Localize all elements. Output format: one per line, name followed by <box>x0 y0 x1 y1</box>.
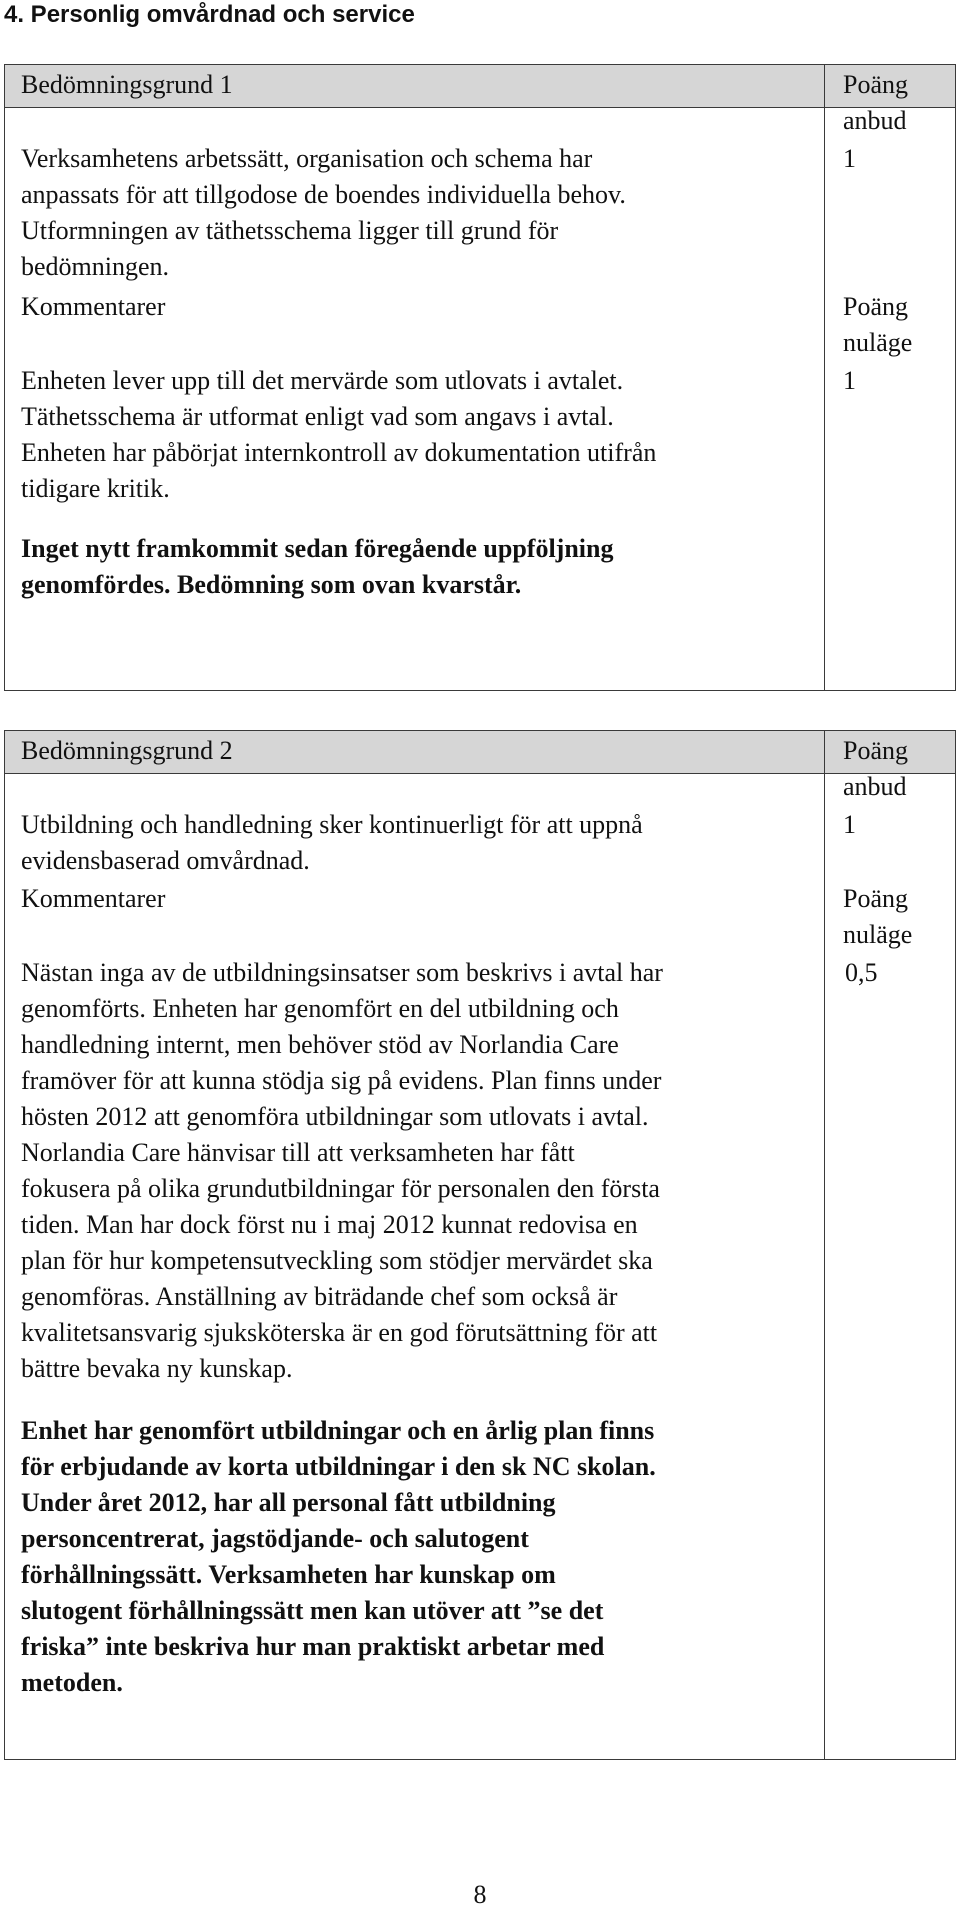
criterion-text-line: evidensbaserad omvårdnad. <box>21 846 310 875</box>
points-offer-label-line2: anbud <box>843 772 907 801</box>
comment-line: genomförts. Enheten har genomfört en del utbildning och <box>21 994 619 1023</box>
followup-line: friska” inte beskriva hur man praktiskt arbetar med <box>21 1632 605 1661</box>
points-offer-label-line1: Poäng <box>843 70 908 99</box>
page-number: 8 <box>473 1880 487 1909</box>
comment-line: handledning internt, men behöver stöd av Norlandia Care <box>21 1030 619 1059</box>
criterion-text-line: Utformningen av täthetsschema ligger till grund för <box>21 216 559 245</box>
comments-label: Kommentarer <box>21 884 166 913</box>
comment-line: fokusera på olika grundutbildningar för personalen den första <box>21 1174 660 1203</box>
comment-line: Nästan inga av de utbildningsinsatser som beskrivs i avtal har <box>21 958 663 987</box>
comment-line: Enheten har påbörjat internkontroll av dokumentation utifrån <box>21 438 657 467</box>
comment-line: Enheten lever upp till det mervärde som utlovats i avtalet. <box>21 366 624 395</box>
column-divider <box>824 731 825 1759</box>
comment-line: genomföras. Anställning av biträdande chef som också är <box>21 1282 618 1311</box>
comment-line: plan för hur kompetensutveckling som stödjer mervärdet ska <box>21 1246 653 1275</box>
comment-line: bättre bevaka ny kunskap. <box>21 1354 293 1383</box>
points-now-label-line2: nuläge <box>843 328 913 357</box>
followup-line: metoden. <box>21 1668 123 1697</box>
followup-line: Enhet har genomfört utbildningar och en årlig plan finns <box>21 1416 655 1445</box>
criterion-title: Bedömningsgrund 2 <box>21 736 233 765</box>
comment-line: framöver för att kunna stödja sig på evidens. Plan finns under <box>21 1066 662 1095</box>
followup-line: Inget nytt framkommit sedan föregående uppföljning <box>21 534 614 563</box>
followup-line: slutogent förhållningssätt men kan utöver att ”se det <box>21 1596 604 1625</box>
comment-line: tidigare kritik. <box>21 474 170 503</box>
column-divider <box>824 65 825 690</box>
comment-line: kvalitetsansvarig sjuksköterska är en god förutsättning för att <box>21 1318 658 1347</box>
points-now-label-line1: Poäng <box>843 292 908 321</box>
points-now-value: 0,5 <box>845 958 878 987</box>
points-offer-value: 1 <box>843 144 856 173</box>
criterion-text-line: bedömningen. <box>21 252 170 281</box>
comment-line: tiden. Man har dock först nu i maj 2012 kunnat redovisa en <box>21 1210 638 1239</box>
followup-line: Under året 2012, har all personal fått utbildning <box>21 1488 556 1517</box>
followup-line: för erbjudande av korta utbildningar i den sk NC skolan. <box>21 1452 656 1481</box>
criterion-text-line: Utbildning och handledning sker kontinuerligt för att uppnå <box>21 810 643 839</box>
assessment-table-1 <box>4 64 956 691</box>
comment-line: Täthetsschema är utformat enligt vad som angavs i avtal. <box>21 402 614 431</box>
followup-line: förhållningssätt. Verksamheten har kunskap om <box>21 1560 556 1589</box>
comment-line: hösten 2012 att genomföra utbildningar som utlovats i avtal. <box>21 1102 649 1131</box>
followup-line: genomfördes. Bedömning som ovan kvarstår. <box>21 570 522 599</box>
assessment-table-2 <box>4 730 956 1760</box>
criterion-text-line: anpassats för att tillgodose de boendes individuella behov. <box>21 180 626 209</box>
comments-label: Kommentarer <box>21 292 166 321</box>
points-now-value: 1 <box>843 366 856 395</box>
points-now-label-line1: Poäng <box>843 884 908 913</box>
criterion-text-line: Verksamhetens arbetssätt, organisation och schema har <box>21 144 593 173</box>
points-offer-value: 1 <box>843 810 856 839</box>
comment-line: Norlandia Care hänvisar till att verksamheten har fått <box>21 1138 575 1167</box>
points-offer-label-line1: Poäng <box>843 736 908 765</box>
section-heading: 4. Personlig omvårdnad och service <box>4 1 415 28</box>
criterion-title: Bedömningsgrund 1 <box>21 70 233 99</box>
points-now-label-line2: nuläge <box>843 920 913 949</box>
followup-line: personcentrerat, jagstödjande- och salutogent <box>21 1524 529 1553</box>
points-offer-label-line2: anbud <box>843 106 907 135</box>
